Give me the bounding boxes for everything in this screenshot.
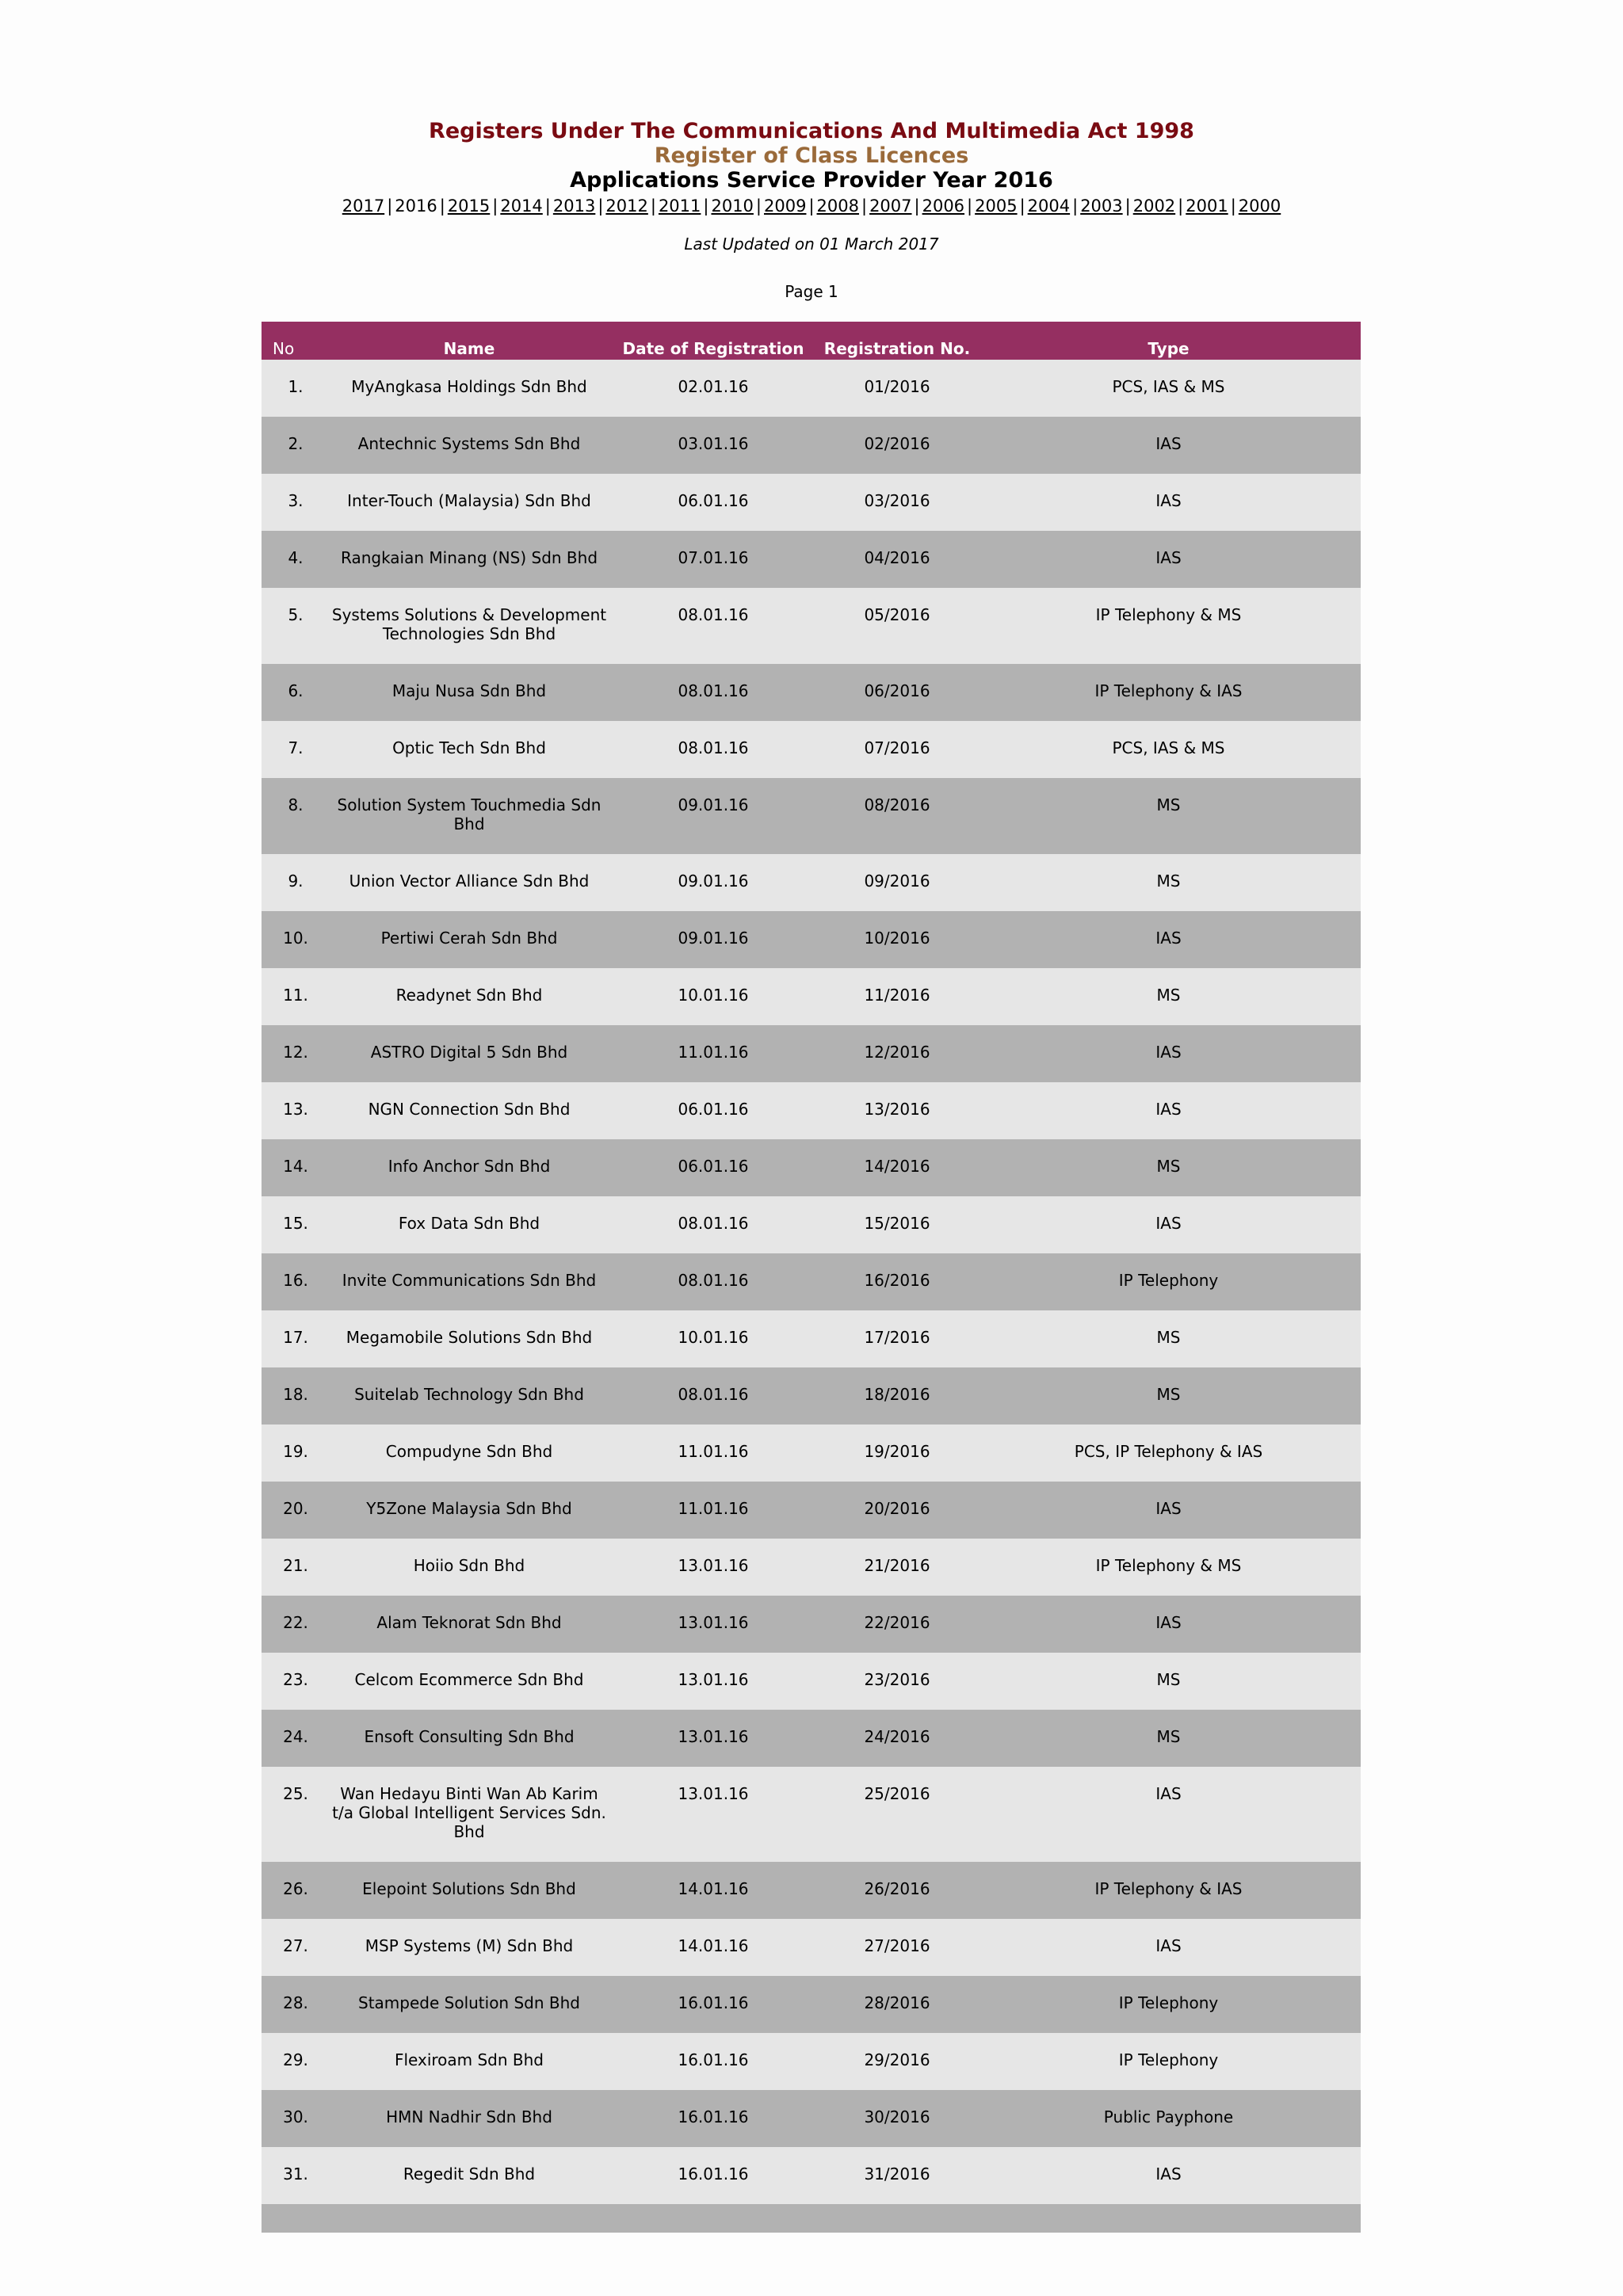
cell-registration-no: 23/2016 xyxy=(864,1670,930,1689)
cell-type: PCS, IAS & MS xyxy=(1112,738,1225,757)
table-body xyxy=(262,360,1361,2204)
year-separator: | xyxy=(1019,196,1025,215)
cell-registration-no: 07/2016 xyxy=(864,738,930,757)
cell-no: 12. xyxy=(283,1043,308,1062)
cell-type: IAS xyxy=(1155,1043,1182,1062)
table-row xyxy=(262,588,1361,664)
cell-name: Megamobile Solutions Sdn Bhd xyxy=(346,1328,593,1347)
table-row xyxy=(262,1025,1361,1082)
cell-type: MS xyxy=(1156,871,1181,891)
cell-date: 07.01.16 xyxy=(678,548,749,567)
table-row xyxy=(262,1139,1361,1196)
cell-date: 16.01.16 xyxy=(678,2164,749,2183)
cell-date: 11.01.16 xyxy=(678,1499,749,1518)
column-header-type: Type xyxy=(1148,339,1190,358)
cell-name: MyAngkasa Holdings Sdn Bhd xyxy=(351,377,587,396)
cell-name: Compudyne Sdn Bhd xyxy=(385,1442,553,1461)
year-separator: | xyxy=(967,196,973,215)
cell-no: 24. xyxy=(283,1727,308,1746)
year-link-2017[interactable]: 2017 xyxy=(342,196,385,215)
table-row xyxy=(262,1767,1361,1862)
cell-type: IAS xyxy=(1155,2164,1182,2183)
cell-type: IP Telephony & IAS xyxy=(1094,681,1243,700)
table-row xyxy=(262,854,1361,911)
year-link-2015[interactable]: 2015 xyxy=(447,196,491,215)
year-link-2016: 2016 xyxy=(395,196,437,215)
year-separator: | xyxy=(1178,196,1184,215)
year-link-2008[interactable]: 2008 xyxy=(816,196,859,215)
year-separator: | xyxy=(755,196,762,215)
year-link-2005[interactable]: 2005 xyxy=(975,196,1018,215)
cell-date: 14.01.16 xyxy=(678,1936,749,1955)
year-link-2006[interactable]: 2006 xyxy=(922,196,965,215)
cell-date: 10.01.16 xyxy=(678,986,749,1005)
cell-registration-no: 11/2016 xyxy=(864,986,930,1005)
year-separator: | xyxy=(387,196,393,215)
cell-name: NGN Connection Sdn Bhd xyxy=(368,1100,571,1119)
table-row xyxy=(262,531,1361,588)
column-header-date: Date of Registration xyxy=(622,339,804,358)
cell-registration-no: 14/2016 xyxy=(864,1157,930,1176)
cell-type: PCS, IAS & MS xyxy=(1112,377,1225,396)
cell-type: MS xyxy=(1156,1157,1181,1176)
table-row xyxy=(262,1596,1361,1653)
cell-type: IAS xyxy=(1155,1100,1182,1119)
cell-name: Ensoft Consulting Sdn Bhd xyxy=(364,1727,575,1746)
cell-registration-no: 31/2016 xyxy=(864,2164,930,2183)
cell-name: Readynet Sdn Bhd xyxy=(395,986,543,1005)
cell-no: 5. xyxy=(288,605,304,624)
cell-type: IAS xyxy=(1155,1499,1182,1518)
cell-date: 03.01.16 xyxy=(678,434,749,453)
cell-name: Info Anchor Sdn Bhd xyxy=(388,1157,551,1176)
cell-registration-no: 24/2016 xyxy=(864,1727,930,1746)
cell-no: 9. xyxy=(288,871,304,891)
cell-date: 13.01.16 xyxy=(678,1784,749,1803)
table-row xyxy=(262,1710,1361,1767)
cell-registration-no: 05/2016 xyxy=(864,605,930,624)
cell-date: 13.01.16 xyxy=(678,1670,749,1689)
cell-type: MS xyxy=(1156,1385,1181,1404)
cell-name: Wan Hedayu Binti Wan Ab Karim t/a Global Intelligent Services Sdn. Bhd xyxy=(332,1784,606,1841)
cell-type: IAS xyxy=(1155,1936,1182,1955)
cell-no: 23. xyxy=(283,1670,308,1689)
cell-no: 22. xyxy=(283,1613,308,1632)
table-row xyxy=(262,2147,1361,2204)
cell-no: 3. xyxy=(288,491,304,510)
cell-no: 29. xyxy=(283,2050,308,2069)
cell-no: 4. xyxy=(288,548,304,567)
cell-name: ASTRO Digital 5 Sdn Bhd xyxy=(370,1043,568,1062)
year-link-2001[interactable]: 2001 xyxy=(1186,196,1228,215)
cell-name: Suitelab Technology Sdn Bhd xyxy=(354,1385,584,1404)
table-row xyxy=(262,474,1361,531)
cell-registration-no: 19/2016 xyxy=(864,1442,930,1461)
cell-name: Systems Solutions & Development Technologies Sdn Bhd xyxy=(331,605,607,643)
year-link-2014[interactable]: 2014 xyxy=(500,196,543,215)
licence-table xyxy=(262,322,1361,2233)
year-separator: | xyxy=(492,196,498,215)
column-header-registration-no: Registration No. xyxy=(823,339,971,358)
cell-registration-no: 28/2016 xyxy=(864,1993,930,2012)
table-row xyxy=(262,2033,1361,2090)
table-row xyxy=(262,1425,1361,1482)
cell-registration-no: 29/2016 xyxy=(864,2050,930,2069)
cell-no: 1. xyxy=(288,377,304,396)
cell-no: 14. xyxy=(283,1157,308,1176)
cell-name: Elepoint Solutions Sdn Bhd xyxy=(362,1879,576,1898)
cell-no: 19. xyxy=(283,1442,308,1461)
cell-date: 02.01.16 xyxy=(678,377,749,396)
column-header-no: No xyxy=(273,339,295,358)
cell-registration-no: 06/2016 xyxy=(864,681,930,700)
cell-registration-no: 30/2016 xyxy=(864,2107,930,2126)
cell-name: Optic Tech Sdn Bhd xyxy=(392,738,546,757)
table-header-row xyxy=(262,322,1361,360)
cell-registration-no: 04/2016 xyxy=(864,548,930,567)
cell-no: 16. xyxy=(283,1271,308,1290)
cell-registration-no: 25/2016 xyxy=(864,1784,930,1803)
year-link-2013[interactable]: 2013 xyxy=(552,196,596,215)
last-updated-text: Last Updated on 01 March 2017 xyxy=(684,235,939,254)
table-row xyxy=(262,1367,1361,1425)
cell-type: MS xyxy=(1156,986,1181,1005)
cell-date: 16.01.16 xyxy=(678,2050,749,2069)
cell-type: IP Telephony & MS xyxy=(1095,605,1242,624)
year-link-2007[interactable]: 2007 xyxy=(869,196,912,215)
table-row xyxy=(262,1253,1361,1310)
table-row xyxy=(262,1482,1361,1539)
cell-no: 2. xyxy=(288,434,304,453)
cell-type: IP Telephony & MS xyxy=(1095,1556,1242,1575)
cell-name: Hoiio Sdn Bhd xyxy=(413,1556,525,1575)
cell-date: 06.01.16 xyxy=(678,491,749,510)
page-number: Page 1 xyxy=(785,282,838,301)
table-footer-band xyxy=(262,2204,1361,2233)
cell-no: 31. xyxy=(283,2164,308,2183)
cell-name: Regedit Sdn Bhd xyxy=(403,2164,536,2183)
cell-date: 09.01.16 xyxy=(678,795,749,814)
cell-type: Public Payphone xyxy=(1103,2107,1234,2126)
cell-no: 26. xyxy=(283,1879,308,1898)
cell-no: 8. xyxy=(288,795,304,814)
table-row xyxy=(262,2090,1361,2147)
cell-no: 13. xyxy=(283,1100,308,1119)
cell-no: 11. xyxy=(283,986,308,1005)
cell-registration-no: 02/2016 xyxy=(864,434,930,453)
cell-no: 27. xyxy=(283,1936,308,1955)
cell-no: 7. xyxy=(288,738,304,757)
cell-name: Maju Nusa Sdn Bhd xyxy=(391,681,547,700)
cell-no: 20. xyxy=(283,1499,308,1518)
year-separator: | xyxy=(439,196,445,215)
cell-date: 16.01.16 xyxy=(678,1993,749,2012)
cell-registration-no: 18/2016 xyxy=(864,1385,930,1404)
cell-type: IAS xyxy=(1155,434,1182,453)
cell-registration-no: 20/2016 xyxy=(864,1499,930,1518)
year-separator: | xyxy=(1072,196,1079,215)
year-separator: | xyxy=(598,196,604,215)
cell-type: IAS xyxy=(1155,1214,1182,1233)
cell-date: 08.01.16 xyxy=(678,738,749,757)
cell-no: 15. xyxy=(283,1214,308,1233)
cell-name: Celcom Ecommerce Sdn Bhd xyxy=(354,1670,584,1689)
year-link-2004[interactable]: 2004 xyxy=(1027,196,1071,215)
cell-type: IAS xyxy=(1155,1784,1182,1803)
cell-date: 08.01.16 xyxy=(678,1271,749,1290)
cell-date: 14.01.16 xyxy=(678,1879,749,1898)
cell-name: MSP Systems (M) Sdn Bhd xyxy=(365,1936,574,1955)
cell-registration-no: 22/2016 xyxy=(864,1613,930,1632)
table-row xyxy=(262,1196,1361,1253)
cell-no: 17. xyxy=(283,1328,308,1347)
cell-type: MS xyxy=(1156,1670,1181,1689)
cell-registration-no: 16/2016 xyxy=(864,1271,930,1290)
cell-no: 6. xyxy=(288,681,304,700)
cell-no: 21. xyxy=(283,1556,308,1575)
year-separator: | xyxy=(808,196,815,215)
cell-name: Inter-Touch (Malaysia) Sdn Bhd xyxy=(347,491,591,510)
cell-date: 13.01.16 xyxy=(678,1613,749,1632)
cell-type: IP Telephony xyxy=(1118,2050,1219,2069)
cell-name: HMN Nadhir Sdn Bhd xyxy=(386,2107,552,2126)
year-separator: | xyxy=(703,196,709,215)
cell-date: 09.01.16 xyxy=(678,929,749,948)
year-separator: | xyxy=(1125,196,1131,215)
document-header xyxy=(0,119,1623,301)
cell-date: 16.01.16 xyxy=(678,2107,749,2126)
table-row xyxy=(262,1976,1361,2033)
year-navigation xyxy=(0,195,1623,217)
cell-type: PCS, IP Telephony & IAS xyxy=(1074,1442,1263,1461)
year-link-2000[interactable]: 2000 xyxy=(1238,196,1281,215)
year-link-2010[interactable]: 2010 xyxy=(711,196,754,215)
cell-name: Stampede Solution Sdn Bhd xyxy=(358,1993,580,2012)
table-row xyxy=(262,911,1361,968)
cell-name: Flexiroam Sdn Bhd xyxy=(394,2050,544,2069)
table-row xyxy=(262,360,1361,417)
cell-registration-no: 03/2016 xyxy=(864,491,930,510)
cell-date: 06.01.16 xyxy=(678,1157,749,1176)
cell-no: 18. xyxy=(283,1385,308,1404)
cell-type: IAS xyxy=(1155,929,1182,948)
year-link-2002[interactable]: 2002 xyxy=(1132,196,1176,215)
table-row xyxy=(262,1653,1361,1710)
cell-registration-no: 10/2016 xyxy=(864,929,930,948)
page-title: Applications Service Provider Year 2016 xyxy=(570,168,1053,193)
cell-type: MS xyxy=(1156,795,1181,814)
cell-no: 28. xyxy=(283,1993,308,2012)
cell-date: 08.01.16 xyxy=(678,681,749,700)
cell-no: 25. xyxy=(283,1784,308,1803)
table-row xyxy=(262,1862,1361,1919)
cell-name: Pertiwi Cerah Sdn Bhd xyxy=(380,929,558,948)
cell-name: Rangkaian Minang (NS) Sdn Bhd xyxy=(340,548,598,567)
table-row xyxy=(262,968,1361,1025)
cell-name: Solution System Touchmedia Sdn Bhd xyxy=(337,795,601,833)
cell-registration-no: 27/2016 xyxy=(864,1936,930,1955)
cell-registration-no: 13/2016 xyxy=(864,1100,930,1119)
cell-date: 06.01.16 xyxy=(678,1100,749,1119)
year-separator: | xyxy=(544,196,551,215)
cell-date: 13.01.16 xyxy=(678,1727,749,1746)
year-link-2003[interactable]: 2003 xyxy=(1080,196,1123,215)
cell-name: Fox Data Sdn Bhd xyxy=(398,1214,540,1233)
table-row xyxy=(262,664,1361,721)
cell-name: Union Vector Alliance Sdn Bhd xyxy=(349,871,590,891)
table-row xyxy=(262,1919,1361,1976)
cell-registration-no: 21/2016 xyxy=(864,1556,930,1575)
table-row xyxy=(262,1539,1361,1596)
cell-date: 08.01.16 xyxy=(678,1385,749,1404)
cell-name: Invite Communications Sdn Bhd xyxy=(342,1271,597,1290)
cell-date: 13.01.16 xyxy=(678,1556,749,1575)
cell-registration-no: 12/2016 xyxy=(864,1043,930,1062)
cell-registration-no: 17/2016 xyxy=(864,1328,930,1347)
year-separator: | xyxy=(1230,196,1236,215)
cell-registration-no: 26/2016 xyxy=(864,1879,930,1898)
table-row xyxy=(262,1082,1361,1139)
table-row xyxy=(262,417,1361,474)
table-row xyxy=(262,778,1361,854)
cell-name: Alam Teknorat Sdn Bhd xyxy=(376,1613,562,1632)
cell-type: IP Telephony xyxy=(1118,1993,1219,2012)
table-row xyxy=(262,1310,1361,1367)
cell-date: 10.01.16 xyxy=(678,1328,749,1347)
cell-type: IAS xyxy=(1155,548,1182,567)
cell-date: 11.01.16 xyxy=(678,1043,749,1062)
cell-registration-no: 09/2016 xyxy=(864,871,930,891)
cell-registration-no: 08/2016 xyxy=(864,795,930,814)
cell-type: IP Telephony & IAS xyxy=(1094,1879,1243,1898)
cell-name: Antechnic Systems Sdn Bhd xyxy=(357,434,581,453)
cell-date: 09.01.16 xyxy=(678,871,749,891)
cell-type: MS xyxy=(1156,1727,1181,1746)
year-separator: | xyxy=(861,196,868,215)
column-header-name: Name xyxy=(443,339,495,358)
year-separator: | xyxy=(650,196,656,215)
cell-registration-no: 01/2016 xyxy=(864,377,930,396)
cell-no: 10. xyxy=(283,929,308,948)
table-row xyxy=(262,721,1361,778)
cell-type: IAS xyxy=(1155,1613,1182,1632)
register-subtitle: Register of Class Licences xyxy=(654,143,969,168)
year-link-2009[interactable]: 2009 xyxy=(764,196,807,215)
year-separator: | xyxy=(914,196,920,215)
cell-type: MS xyxy=(1156,1328,1181,1347)
register-title: Registers Under The Communications And Multimedia Act 1998 xyxy=(429,119,1194,143)
cell-type: IP Telephony xyxy=(1118,1271,1219,1290)
cell-no: 30. xyxy=(283,2107,308,2126)
cell-date: 11.01.16 xyxy=(678,1442,749,1461)
cell-type: IAS xyxy=(1155,491,1182,510)
cell-registration-no: 15/2016 xyxy=(864,1214,930,1233)
cell-date: 08.01.16 xyxy=(678,605,749,624)
cell-name: Y5Zone Malaysia Sdn Bhd xyxy=(366,1499,572,1518)
year-link-2012[interactable]: 2012 xyxy=(605,196,648,215)
year-link-2011[interactable]: 2011 xyxy=(658,196,701,215)
cell-date: 08.01.16 xyxy=(678,1214,749,1233)
